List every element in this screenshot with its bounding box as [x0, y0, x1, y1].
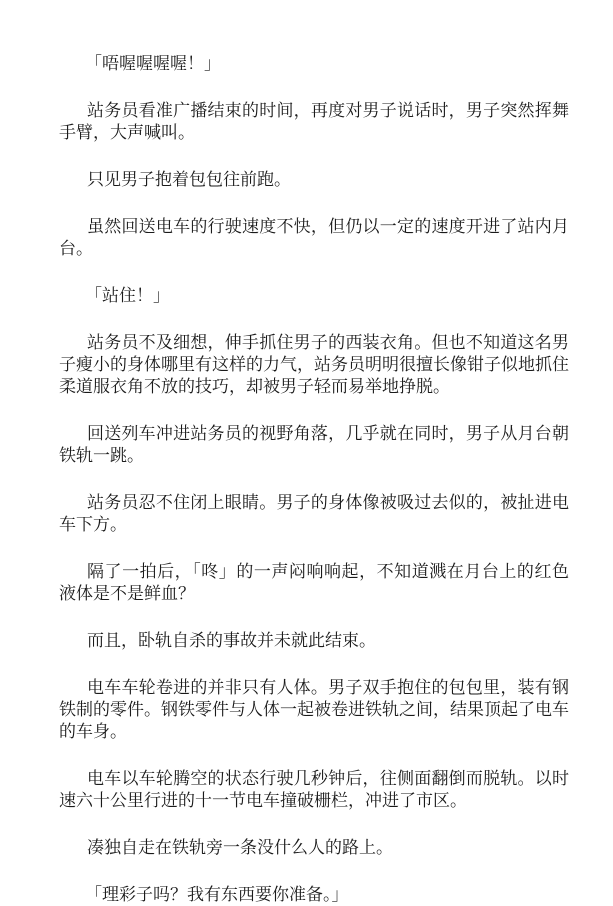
paragraph: 站务员不及细想，伸手抓住男子的西装衣角。但也不知道这名男子瘦小的身体哪里有这样的力气，站务员明明很擅长像钳子似地抓住柔道服衣角不放的技巧，却被男子轻而易举地挣脱。: [59, 333, 569, 397]
paragraph: 电车以车轮腾空的状态行驶几秒钟后，往侧面翻倒而脱轨。以时速六十公里行进的十一节电车撞破栅栏，冲进了市区。: [59, 769, 569, 811]
paragraph: 电车车轮卷进的并非只有人体。男子双手抱住的包包里，装有钢铁制的零件。钢铁零件与人体一起被卷进铁轨之间，结果顶起了电车的车身。: [59, 678, 569, 742]
paragraph: 回送列车冲进站务员的视野角落，几乎就在同时，男子从月台朝铁轨一跳。: [59, 424, 569, 466]
paragraph: 站务员看准广播结束的时间，再度对男子说话时，男子突然挥舞手臂，大声喊叫。: [59, 101, 569, 143]
paragraph: 站务员忍不住闭上眼睛。男子的身体像被吸过去似的，被扯进电车下方。: [59, 493, 569, 535]
paragraph: 隔了一拍后，「咚」的一声闷响响起，不知道溅在月台上的红色液体是不是鲜血？: [59, 562, 569, 604]
paragraph: 虽然回送电车的行驶速度不快，但仍以一定的速度开进了站内月台。: [59, 217, 569, 259]
paragraph-dialogue: 「理彩子吗？我有东西要你准备。」: [85, 885, 349, 905]
paragraph-dialogue: 「站住！」: [85, 286, 170, 306]
paragraph: 而且，卧轨自杀的事故并未就此结束。: [87, 631, 376, 651]
paragraph: 只见男子抱着包包往前跑。: [87, 170, 291, 190]
paragraph: 凑独自走在铁轨旁一条没什么人的路上。: [87, 838, 393, 858]
paragraph-dialogue: 「唔喔喔喔喔！」: [85, 54, 221, 74]
